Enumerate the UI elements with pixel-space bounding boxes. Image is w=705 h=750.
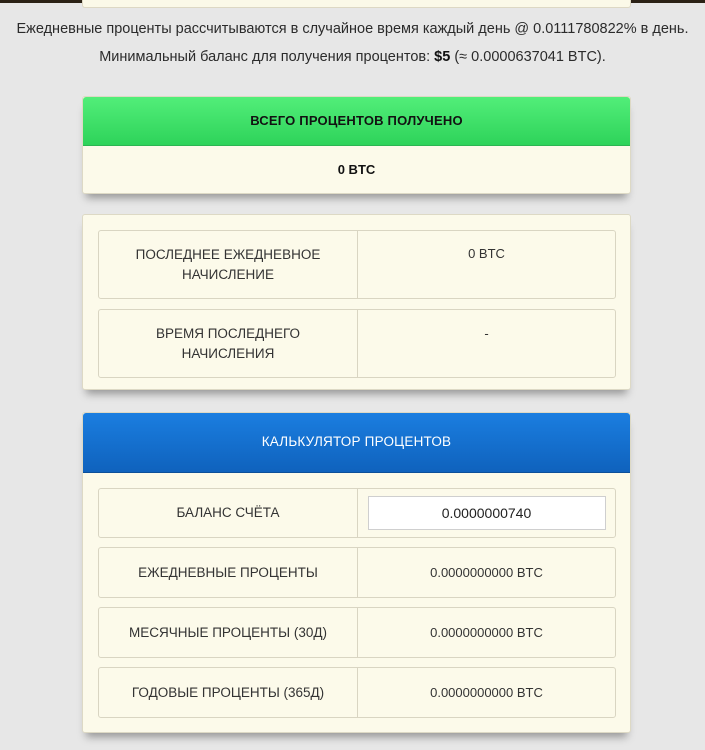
yearly-interest-value: 0.0000000000 BTC bbox=[430, 685, 543, 700]
last-accrual-card bbox=[82, 214, 631, 390]
account-balance-field-wrap bbox=[358, 489, 615, 537]
interest-rate-text: Ежедневные проценты рассчитываются в случайное время каждый день @ 0.0111780822% в день. bbox=[16, 21, 689, 37]
previous-card-edge bbox=[82, 0, 631, 8]
last-accrual-time-row bbox=[98, 309, 616, 378]
total-interest-header: ВСЕГО ПРОЦЕНТОВ ПОЛУЧЕНО bbox=[83, 97, 630, 146]
daily-interest-label: ЕЖЕДНЕВНЫЕ ПРОЦЕНТЫ bbox=[99, 548, 358, 597]
yearly-interest-label: ГОДОВЫЕ ПРОЦЕНТЫ (365Д) bbox=[99, 668, 358, 717]
total-interest-card bbox=[82, 96, 631, 194]
total-interest-value: 0 BTC bbox=[337, 162, 376, 177]
account-balance-input[interactable] bbox=[368, 496, 606, 530]
monthly-interest-label: МЕСЯЧНЫЕ ПРОЦЕНТЫ (30Д) bbox=[99, 608, 358, 657]
last-accrual-time-label: ВРЕМЯ ПОСЛЕДНЕГО НАЧИСЛЕНИЯ bbox=[99, 310, 358, 377]
interest-calculator-card bbox=[82, 412, 631, 733]
last-daily-accrual-row bbox=[98, 230, 616, 299]
minimum-balance-prefix: Минимальный баланс для получения процентов: bbox=[99, 49, 435, 65]
minimum-balance-suffix: (≈ 0.0000637041 BTC). bbox=[450, 49, 606, 65]
daily-interest-value: 0.0000000000 BTC bbox=[430, 565, 543, 580]
interest-rate-info bbox=[0, 21, 705, 37]
minimum-balance-info bbox=[0, 49, 705, 65]
yearly-interest-row bbox=[98, 667, 616, 718]
account-balance-row bbox=[98, 488, 616, 538]
daily-interest-row bbox=[98, 547, 616, 598]
last-accrual-time-value: - bbox=[484, 326, 489, 341]
minimum-balance-amount: $5 bbox=[434, 49, 451, 65]
last-daily-accrual-label: ПОСЛЕДНЕЕ ЕЖЕДНЕВНОЕ НАЧИСЛЕНИЕ bbox=[99, 231, 358, 298]
last-daily-accrual-value: 0 BTC bbox=[468, 246, 505, 261]
monthly-interest-value: 0.0000000000 BTC bbox=[430, 625, 543, 640]
account-balance-label: БАЛАНС СЧЁТА bbox=[99, 489, 358, 537]
monthly-interest-row bbox=[98, 607, 616, 658]
interest-calculator-header: КАЛЬКУЛЯТОР ПРОЦЕНТОВ bbox=[83, 413, 630, 473]
